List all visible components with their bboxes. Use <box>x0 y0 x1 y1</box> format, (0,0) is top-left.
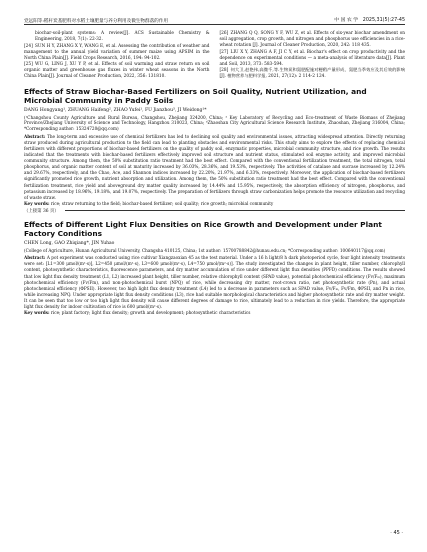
abstract-paragraph <box>24 134 405 201</box>
reference-text: SUN H Y, ZHANG X Y, WANG E, et al. Assessing the contribution of weather and management to the annual yield variation of summer maize using APSIM in the North China Plain[J]. Field Crops Research, 2016, 194: 94-102. <box>24 43 210 61</box>
keywords-label: Key words: <box>24 309 50 315</box>
reference-text: 何大卫,赵艳伟,高微千,等.生物炭和氮肥配施对粳稻产量形成、氮肥当季效应及其后效的影响[J]. 植物营养与肥料学报, 2021, 27(12): 2 114-2 124. <box>219 68 405 80</box>
article-affiliation: (¹Changshou County Agriculture and Rural Bureau, Changshou, Zhejiang 324200, China; ² Key Laboratory of Recycling and Eco-treatment of Waste Biomass of Zhejiang Province/Zhejiang University of Science and Technology, Hangzhou 310023, China; ³Zhaoshan City Agricultural Science Research Institute, Zhaoshan, Zhejiang 316004, China; *Corresponding author: 15324720@qq.com) <box>24 114 405 132</box>
reference-item <box>220 31 406 49</box>
reference-text: LIU X Y, ZHANG A F, JI C Y, et al. Biochar's effect on crop productivity and the dependence on experimental conditions — a meta-analysis of literature data[J]. Plant and Soil, 2013, 373: 583-594. <box>219 49 405 67</box>
running-head <box>24 0 405 25</box>
reference-number: [24] <box>24 43 33 49</box>
keywords-paragraph <box>24 201 405 207</box>
continued-from-text: （上接第 36 页） <box>24 208 59 214</box>
continued-from-note <box>24 208 405 214</box>
reference-text: biochar-soil-plant systems: A review[J]. ACS Sustainable Chemistry & Engineering, 2018, 7(1): 22-32. <box>35 31 210 43</box>
reference-number: [28] <box>219 68 229 74</box>
article-title: Effects of Different Light Flux Densities on Rice Growth and Development under Plant Factory Conditions <box>24 219 382 239</box>
reference-column-right <box>220 31 406 81</box>
article-affiliation: (College of Agriculture, Hunan Agricultural University, Changsha 410125, China; 1st author: 15700788842@hunau.edu.cn; *Corresponding author: 100640117@qq.com) <box>24 247 386 253</box>
english-abstract-1 <box>24 87 405 207</box>
keywords-text: rice; plant factory; light flux density; growth and development; photosynthetic characteristics <box>50 309 251 315</box>
reference-text: WU G, LING J, XU Y P, et al. Effects of soil warming and straw return on soil organic matter and greenhouse gas fluxes in winter wheat seasons in the North China Plain[J]. Journal of Cleaner Production, 2022, 356: 131810. <box>24 62 210 80</box>
abstract-text: A pot experiment was conducted using rice cultivar Xiangzaoxian 45 as the test material. Under a 16 h light/8 h dark photoperiod cycle, four light intensity treatments were set: [L1=300 μmol/(m²·s)], L2=450 μmol/(m²·s), L3=600 μmol/(m²·s), L4=750 μmol/(m²·s)]. The study investigated the changes in plant height, tiller number, chlorophyll content, photosynthetic characteristics, fluorescence parameters, and dry matter accumulation of rice under different light flux densities (PPFD) conditions. The results showed that low light flux density treatment (L1, L2) increased plant height, tiller number, relative chlorophyll content (SPAD value), potential photochemical efficiency (Fv/Fₘ), maximum photochemical efficiency (Fv/Fm), and non-photochemical burst (NPQ) of rice, while decreasing dry matter, root-crown ratio, net photosynthetic rate (Pn), and actual photochemical efficiency (ΦPSII). However, too high light flux density treatment (L4) led to a decrease in parameters such as SPAD value, Fv/Fₘ, Fv/Fm, ΦPSII, and Pn in rice, while increasing NPQ. Under appropriate light flux density conditions (L3), rice had suitable morphological characteristics and higher photosynthetic rate and dry matter weight. It can be seen that too low or too high light flux density will cause different degrees of damage to rice, ultimately lead to a reduction in rice yields. Therefore, the appropriate light flux density for indoor cultivation of rice is 600 μmol/(m²·s). <box>24 255 405 309</box>
abstract-text: The long-term and excessive use of chemical fertilizers has led to declining soil quality and environmental issues, attracting widespread attention. Directly returning straw produced during agricultural production to the field can lead to planting obstacles and environmental risks. This study aims to explore the effects of replacing chemical fertilizers with different proportions of biochar-based fertilizers on the quality of paddy soil, enzymatic properties, microbial community structure, and rice growth. The results indicated that the treatments with biochar-based fertilizers effectively improved soil structure and nutrient status, stimulated soil enzyme activity, and improved microbial community structure. Among them, the 50% substitution ratio treatment had the best effect. Compared with the conventional fertilization treatment, the total nitrogen, total phosphorus, and organic matter content of soil at maturity increased by 36.03%, 28.36%, and 19.53%, respectively. The activities of catalase and sucrase increased by 12.24% and 29.67%, respectively, and the Chao, Ace, and Shannon indices increased by 22.20%, 21.97%, and 6.33%, respectively. Moreover, the application of biochar-based fertilizers significantly promoted rice growth, nutrient absorption and utilization. Among them, the 50% substitution ratio treatment had the best effect. Compared with the conventional fertilization treatment, rice yield and aboveground dry matter quality increased by 14.44% and 15.95%, respectively, the absorption efficiency of nitrogen, phosphorus, and potassium increased by 18.96%, 19.18%, and 19.07%, respectively. The preparation of fertilizers through straw carbonization helps promote the resource utilization and recycling of waste straw. <box>24 134 405 200</box>
reference-item <box>24 44 210 62</box>
keywords-text: rice; straw returning to the field; biochar-based fertilizer; soil quality; rice growth; microbial community <box>50 200 274 206</box>
reference-number: [25] <box>24 62 33 68</box>
abstract-label: Abstract: <box>24 134 46 140</box>
reference-text: ZHANG Q Q, SONG Y F, WU Z, et al. Effects of six-year biochar amendment on soil aggregation, crop growth, and nitrogen and phosphorus use efficiencies in a rice-wheat rotation [J]. Journal of Cleaner Production, 2020, 242: 118 435. <box>219 31 405 49</box>
reference-item <box>220 68 406 80</box>
english-abstract-2 <box>24 220 405 316</box>
reference-column-left <box>24 31 210 81</box>
abstract-label: Abstract: <box>24 255 46 261</box>
keywords-label: Key words: <box>24 200 50 206</box>
reference-number: [26] <box>219 31 229 36</box>
reference-item <box>24 62 210 80</box>
page-number: · 45 · <box>390 530 403 536</box>
running-head-right: 中 国 农 学 2025,31(5):27-45 <box>334 18 405 24</box>
reference-list <box>24 31 405 81</box>
article-authors: CHEN Long, GAO Zhiqiang*, JIN Yuhao <box>24 240 115 246</box>
abstract-paragraph <box>24 255 405 309</box>
divider <box>65 210 405 211</box>
running-head-left: 党远阳等:稻秆炭基肥料对水稻土壤肥量与养分利用及微生物群落的作用 <box>24 18 168 24</box>
reference-item <box>220 50 406 68</box>
reference-item <box>24 31 210 43</box>
article-authors: DANG Hongyang¹, ZHUANG Haifeng², ZHAO Yufei¹, FU Jianzhou³, JI Weidong¹* <box>24 107 207 113</box>
keywords-paragraph <box>24 310 405 316</box>
reference-number: [27] <box>219 49 229 55</box>
article-title: Effects of Straw Biochar-Based Fertilizers on Soil Quality, Nutrient Utilization, and Microbial Community in Paddy Soils <box>24 86 367 106</box>
